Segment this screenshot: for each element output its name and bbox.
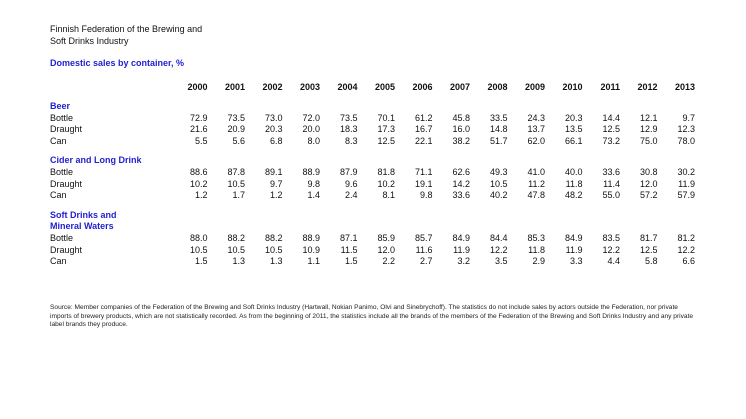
value-cell: 9.7 xyxy=(269,178,283,189)
value-cell: 1.5 xyxy=(344,256,358,267)
value-cell: 1.3 xyxy=(232,256,245,267)
value-cell: 70.1 xyxy=(377,112,395,123)
value-cell: 2.9 xyxy=(532,256,545,267)
value-cell: 1.7 xyxy=(232,190,245,201)
row-label: Draught xyxy=(50,178,83,189)
value-cell: 1.5 xyxy=(194,256,208,267)
value-cell: 40.2 xyxy=(489,190,508,201)
value-cell: 83.5 xyxy=(602,232,620,243)
value-cell: 81.8 xyxy=(377,166,395,177)
value-cell: 3.3 xyxy=(569,256,583,267)
org-line-2: Soft Drinks Industry xyxy=(50,36,129,46)
header-spacer xyxy=(50,82,170,94)
row-label: Draught xyxy=(50,244,83,255)
value-cell: 85.7 xyxy=(414,232,433,243)
section-heading-row xyxy=(50,221,695,233)
value-cell: 45.8 xyxy=(452,112,470,123)
value-cell: 11.4 xyxy=(603,178,620,189)
value-cell: 81.2 xyxy=(677,232,695,243)
value-cell: 47.8 xyxy=(527,190,545,201)
value-cell: 10.2 xyxy=(377,178,395,189)
value-cell: 1.2 xyxy=(194,190,208,201)
value-cell: 84.4 xyxy=(489,232,508,243)
table-row xyxy=(50,167,695,179)
value-cell: 10.5 xyxy=(227,244,245,255)
value-cell: 51.7 xyxy=(489,135,508,146)
value-cell: 22.1 xyxy=(414,135,433,146)
value-cell: 20.0 xyxy=(302,124,320,135)
value-cell: 24.3 xyxy=(527,112,545,123)
value-cell: 12.5 xyxy=(377,135,395,146)
value-cell: 8.0 xyxy=(307,135,320,146)
value-cell: 87.9 xyxy=(339,166,358,177)
table-row xyxy=(50,245,695,257)
value-cell: 9.8 xyxy=(419,190,433,201)
value-cell: 88.0 xyxy=(189,232,208,243)
value-cell: 2.4 xyxy=(344,190,358,201)
org-line-1: Finnish Federation of the Brewing and xyxy=(50,24,203,34)
value-cell: 33.6 xyxy=(452,190,470,201)
value-cell: 61.2 xyxy=(414,112,433,123)
value-cell: 2.7 xyxy=(419,256,433,267)
value-cell: 73.5 xyxy=(227,112,245,123)
value-cell: 87.8 xyxy=(227,166,245,177)
value-cell: 10.5 xyxy=(227,178,245,189)
value-cell: 40.0 xyxy=(564,166,583,177)
value-cell: 41.0 xyxy=(527,166,545,177)
value-cell: 10.5 xyxy=(189,244,208,255)
value-cell: 11.8 xyxy=(528,244,545,255)
value-cell: 11.2 xyxy=(528,178,545,189)
value-cell: 6.8 xyxy=(269,135,283,146)
value-cell: 49.3 xyxy=(489,166,508,177)
value-cell: 5.8 xyxy=(644,256,658,267)
year-header: 2005 xyxy=(374,82,395,93)
value-cell: 20.9 xyxy=(227,124,245,135)
value-cell: 33.5 xyxy=(489,112,508,123)
value-cell: 12.0 xyxy=(639,178,658,189)
value-cell: 73.5 xyxy=(339,112,358,123)
value-cell: 12.5 xyxy=(602,124,620,135)
year-header: 2013 xyxy=(674,82,695,93)
row-label: Can xyxy=(50,256,67,267)
value-cell: 5.5 xyxy=(194,135,208,146)
value-cell: 78.0 xyxy=(677,135,695,146)
value-cell: 66.1 xyxy=(564,135,583,146)
table-title: Domestic sales by container, % xyxy=(50,58,185,68)
value-cell: 3.2 xyxy=(457,256,470,267)
value-cell: 1.2 xyxy=(269,190,283,201)
value-cell: 88.6 xyxy=(189,166,208,177)
value-cell: 85.9 xyxy=(377,232,395,243)
value-cell: 4.4 xyxy=(607,256,620,267)
value-cell: 48.2 xyxy=(564,190,583,201)
table-row xyxy=(50,190,695,202)
value-cell: 88.9 xyxy=(302,232,320,243)
value-cell: 72.9 xyxy=(189,112,208,123)
value-cell: 14.8 xyxy=(489,124,508,135)
value-cell: 87.1 xyxy=(339,232,358,243)
sales-table xyxy=(50,82,695,268)
value-cell: 12.0 xyxy=(377,244,395,255)
value-cell: 10.5 xyxy=(489,178,508,189)
year-header: 2010 xyxy=(562,82,583,93)
section-spacer xyxy=(50,202,695,210)
table-row xyxy=(50,179,695,191)
value-cell: 30.8 xyxy=(639,166,658,177)
year-header: 2007 xyxy=(449,82,470,93)
value-cell: 18.3 xyxy=(339,124,358,135)
table-row xyxy=(50,124,695,136)
value-cell: 12.2 xyxy=(489,244,508,255)
value-cell: 38.2 xyxy=(452,135,470,146)
value-cell: 2.2 xyxy=(382,256,395,267)
value-cell: 12.5 xyxy=(639,244,658,255)
value-cell: 9.8 xyxy=(307,178,320,189)
value-cell: 30.2 xyxy=(677,166,695,177)
value-cell: 13.5 xyxy=(564,124,583,135)
value-cell: 9.7 xyxy=(682,112,695,123)
value-cell: 57.2 xyxy=(639,190,658,201)
value-cell: 9.6 xyxy=(344,178,358,189)
value-cell: 13.7 xyxy=(527,124,545,135)
row-label: Bottle xyxy=(50,232,74,243)
value-cell: 10.9 xyxy=(302,244,320,255)
value-cell: 84.9 xyxy=(564,232,583,243)
value-cell: 1.4 xyxy=(307,190,320,201)
row-label: Can xyxy=(50,135,67,146)
section-heading-row xyxy=(50,210,695,222)
value-cell: 17.3 xyxy=(377,124,395,135)
row-label: Bottle xyxy=(50,166,74,177)
value-cell: 5.6 xyxy=(232,135,245,146)
organization-name xyxy=(50,23,202,47)
year-header: 2004 xyxy=(337,82,358,93)
value-cell: 12.3 xyxy=(677,124,695,135)
year-header: 2011 xyxy=(600,82,620,93)
value-cell: 11.9 xyxy=(678,178,695,189)
year-header: 2002 xyxy=(262,82,283,93)
year-header: 2001 xyxy=(224,82,245,93)
section-spacer xyxy=(50,94,695,101)
value-cell: 16.7 xyxy=(414,124,433,135)
value-cell: 10.2 xyxy=(189,178,208,189)
section-heading: Soft Drinks and xyxy=(50,209,117,220)
table-row xyxy=(50,233,695,245)
value-cell: 16.0 xyxy=(452,124,470,135)
value-cell: 12.9 xyxy=(639,124,658,135)
value-cell: 33.6 xyxy=(602,166,620,177)
value-cell: 57.9 xyxy=(677,190,695,201)
section-spacer xyxy=(50,147,695,155)
value-cell: 19.1 xyxy=(414,178,433,189)
row-label: Draught xyxy=(50,124,83,135)
value-cell: 62.6 xyxy=(452,166,470,177)
value-cell: 73.2 xyxy=(602,135,620,146)
section-heading: Mineral Waters xyxy=(50,221,114,232)
section-heading: Cider and Long Drink xyxy=(50,155,142,166)
value-cell: 8.3 xyxy=(344,135,358,146)
value-cell: 11.8 xyxy=(565,178,583,189)
value-cell: 75.0 xyxy=(639,135,658,146)
value-cell: 14.4 xyxy=(602,112,620,123)
value-cell: 11.6 xyxy=(415,244,433,255)
value-cell: 20.3 xyxy=(264,124,283,135)
value-cell: 72.0 xyxy=(302,112,320,123)
year-header: 2003 xyxy=(299,82,320,93)
value-cell: 1.3 xyxy=(269,256,283,267)
value-cell: 84.9 xyxy=(452,232,470,243)
value-cell: 81.7 xyxy=(639,232,658,243)
value-cell: 55.0 xyxy=(602,190,620,201)
value-cell: 6.6 xyxy=(682,256,695,267)
value-cell: 21.6 xyxy=(189,124,208,135)
section-heading-row xyxy=(50,155,695,167)
value-cell: 88.2 xyxy=(227,232,245,243)
row-label: Bottle xyxy=(50,112,74,123)
table-row xyxy=(50,256,695,268)
value-cell: 12.1 xyxy=(639,112,658,123)
value-cell: 11.9 xyxy=(453,244,470,255)
section-heading: Beer xyxy=(50,101,71,111)
value-cell: 20.3 xyxy=(564,112,583,123)
value-cell: 88.9 xyxy=(302,166,320,177)
value-cell: 73.0 xyxy=(264,112,283,123)
value-cell: 1.1 xyxy=(307,256,320,267)
value-cell: 85.3 xyxy=(527,232,545,243)
value-cell: 3.5 xyxy=(494,256,508,267)
year-header: 2012 xyxy=(637,82,658,93)
section-heading-row xyxy=(50,101,695,113)
value-cell: 11.9 xyxy=(565,244,583,255)
value-cell: 12.2 xyxy=(677,244,695,255)
year-header-row xyxy=(50,82,695,94)
value-cell: 12.2 xyxy=(602,244,620,255)
value-cell: 88.2 xyxy=(264,232,283,243)
year-header: 2008 xyxy=(487,82,508,93)
year-header: 2009 xyxy=(524,82,545,93)
value-cell: 62.0 xyxy=(527,135,545,146)
row-label: Can xyxy=(50,190,67,201)
value-cell: 89.1 xyxy=(264,166,283,177)
year-header: 2000 xyxy=(187,82,208,93)
value-cell: 14.2 xyxy=(452,178,470,189)
value-cell: 10.5 xyxy=(264,244,283,255)
table-body xyxy=(50,94,695,268)
value-cell: 11.5 xyxy=(340,244,358,255)
table-row xyxy=(50,136,695,148)
table-row xyxy=(50,113,695,125)
value-cell: 71.1 xyxy=(414,166,433,177)
source-note: Source: Member companies of the Federation of the Brewing and Soft Drinks Industry (Hartwall, Nokian Panimo, Olvi and Sinebrychoff). The statistics do not include sales by actors outside the Federation, nor private imports of brewery products, which are not statistically recorded. As from the beginning of 2011, the statistics include all the brands of the members of the Federation of the Brewing and Soft Drinks Industry and any private label brands they produce. xyxy=(50,304,694,329)
value-cell: 8.1 xyxy=(382,190,395,201)
year-header: 2006 xyxy=(412,82,433,93)
